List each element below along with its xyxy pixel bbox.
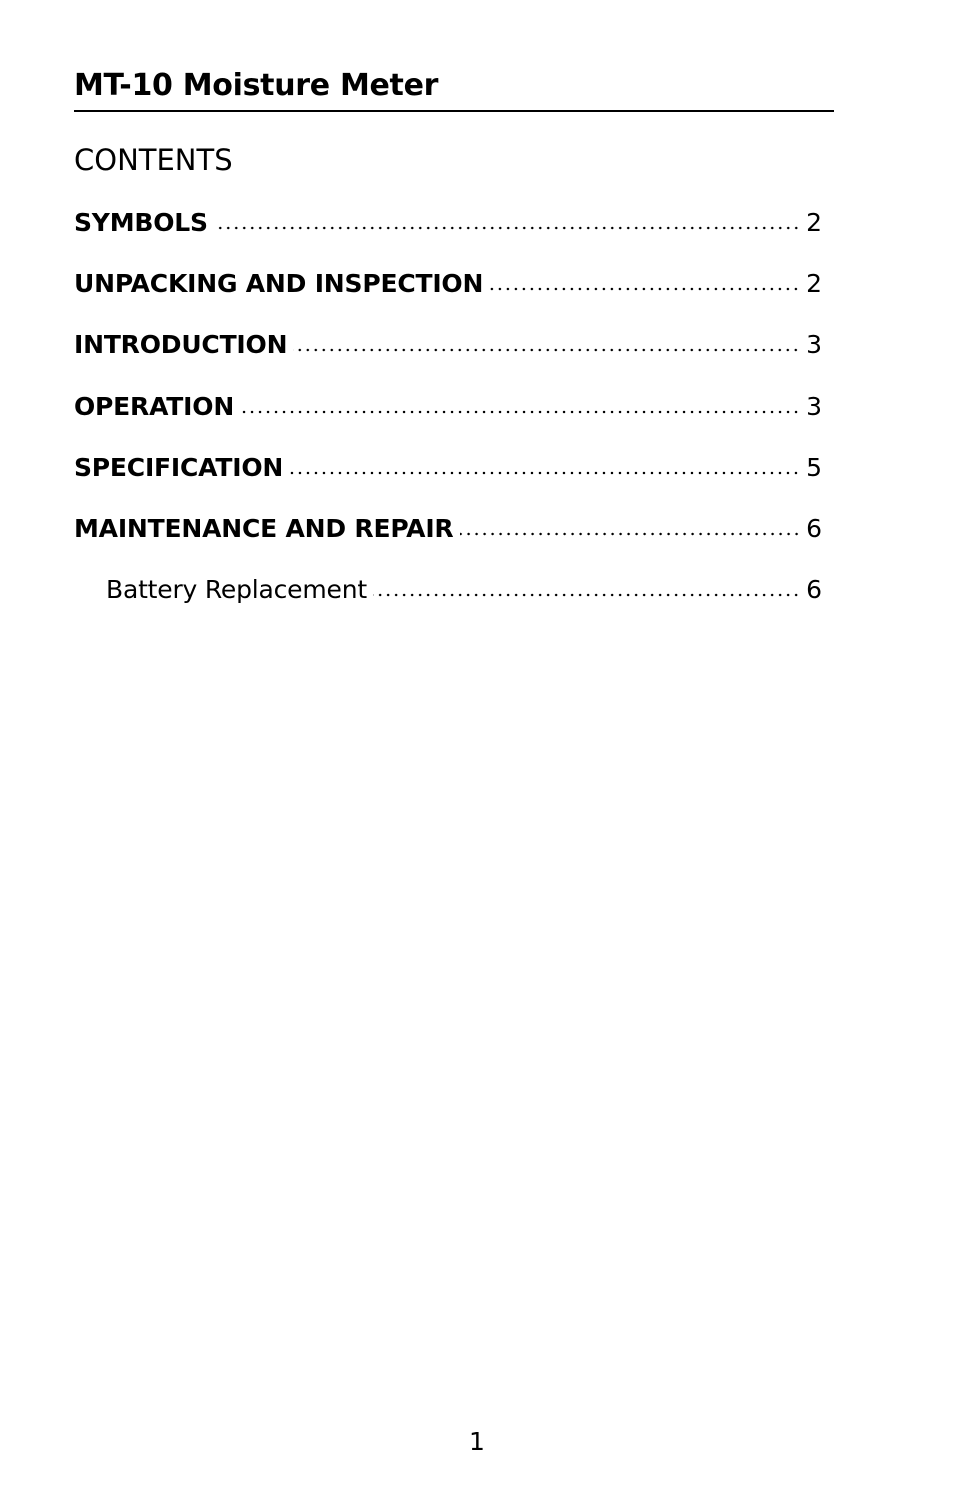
dot-leader <box>293 348 800 352</box>
dot-leader <box>489 287 800 291</box>
toc-entry-label: MAINTENANCE AND REPAIR <box>74 513 454 543</box>
toc-entry-label: OPERATION <box>74 391 235 421</box>
toc-entry-unpacking-and-inspection[interactable] <box>74 263 822 324</box>
toc-entry-label: Battery Replacement <box>106 575 367 605</box>
toc-entry-battery-replacement[interactable] <box>74 569 822 630</box>
table-of-contents <box>74 202 822 630</box>
toc-entry-label: INTRODUCTION <box>74 330 288 360</box>
toc-entry-operation[interactable] <box>74 386 822 447</box>
dot-leader <box>373 593 800 597</box>
toc-entry-introduction[interactable] <box>74 324 822 385</box>
toc-entry-page-number: 5 <box>806 452 822 482</box>
toc-entry-label: UNPACKING AND INSPECTION <box>74 269 484 299</box>
page-header <box>74 64 834 112</box>
toc-entry-page-number: 6 <box>806 513 822 543</box>
dot-leader <box>289 471 800 475</box>
dot-leader <box>240 410 800 414</box>
document-title: MT-10 Moisture Meter <box>74 68 439 103</box>
contents-heading: CONTENTS <box>74 143 233 177</box>
toc-entry-page-number: 3 <box>806 391 822 421</box>
toc-entry-symbols[interactable] <box>74 202 822 263</box>
toc-entry-label: SYMBOLS <box>74 208 208 237</box>
page-number: 1 <box>469 1427 485 1456</box>
toc-entry-page-number: 2 <box>806 208 822 237</box>
toc-entry-page-number: 2 <box>806 269 822 299</box>
toc-entry-maintenance-and-repair[interactable] <box>74 508 822 569</box>
dot-leader <box>214 226 800 230</box>
dot-leader <box>460 532 801 536</box>
toc-entry-label: SPECIFICATION <box>74 452 284 482</box>
toc-entry-page-number: 6 <box>806 575 822 605</box>
toc-entry-page-number: 3 <box>806 330 822 360</box>
toc-entry-specification[interactable] <box>74 447 822 508</box>
